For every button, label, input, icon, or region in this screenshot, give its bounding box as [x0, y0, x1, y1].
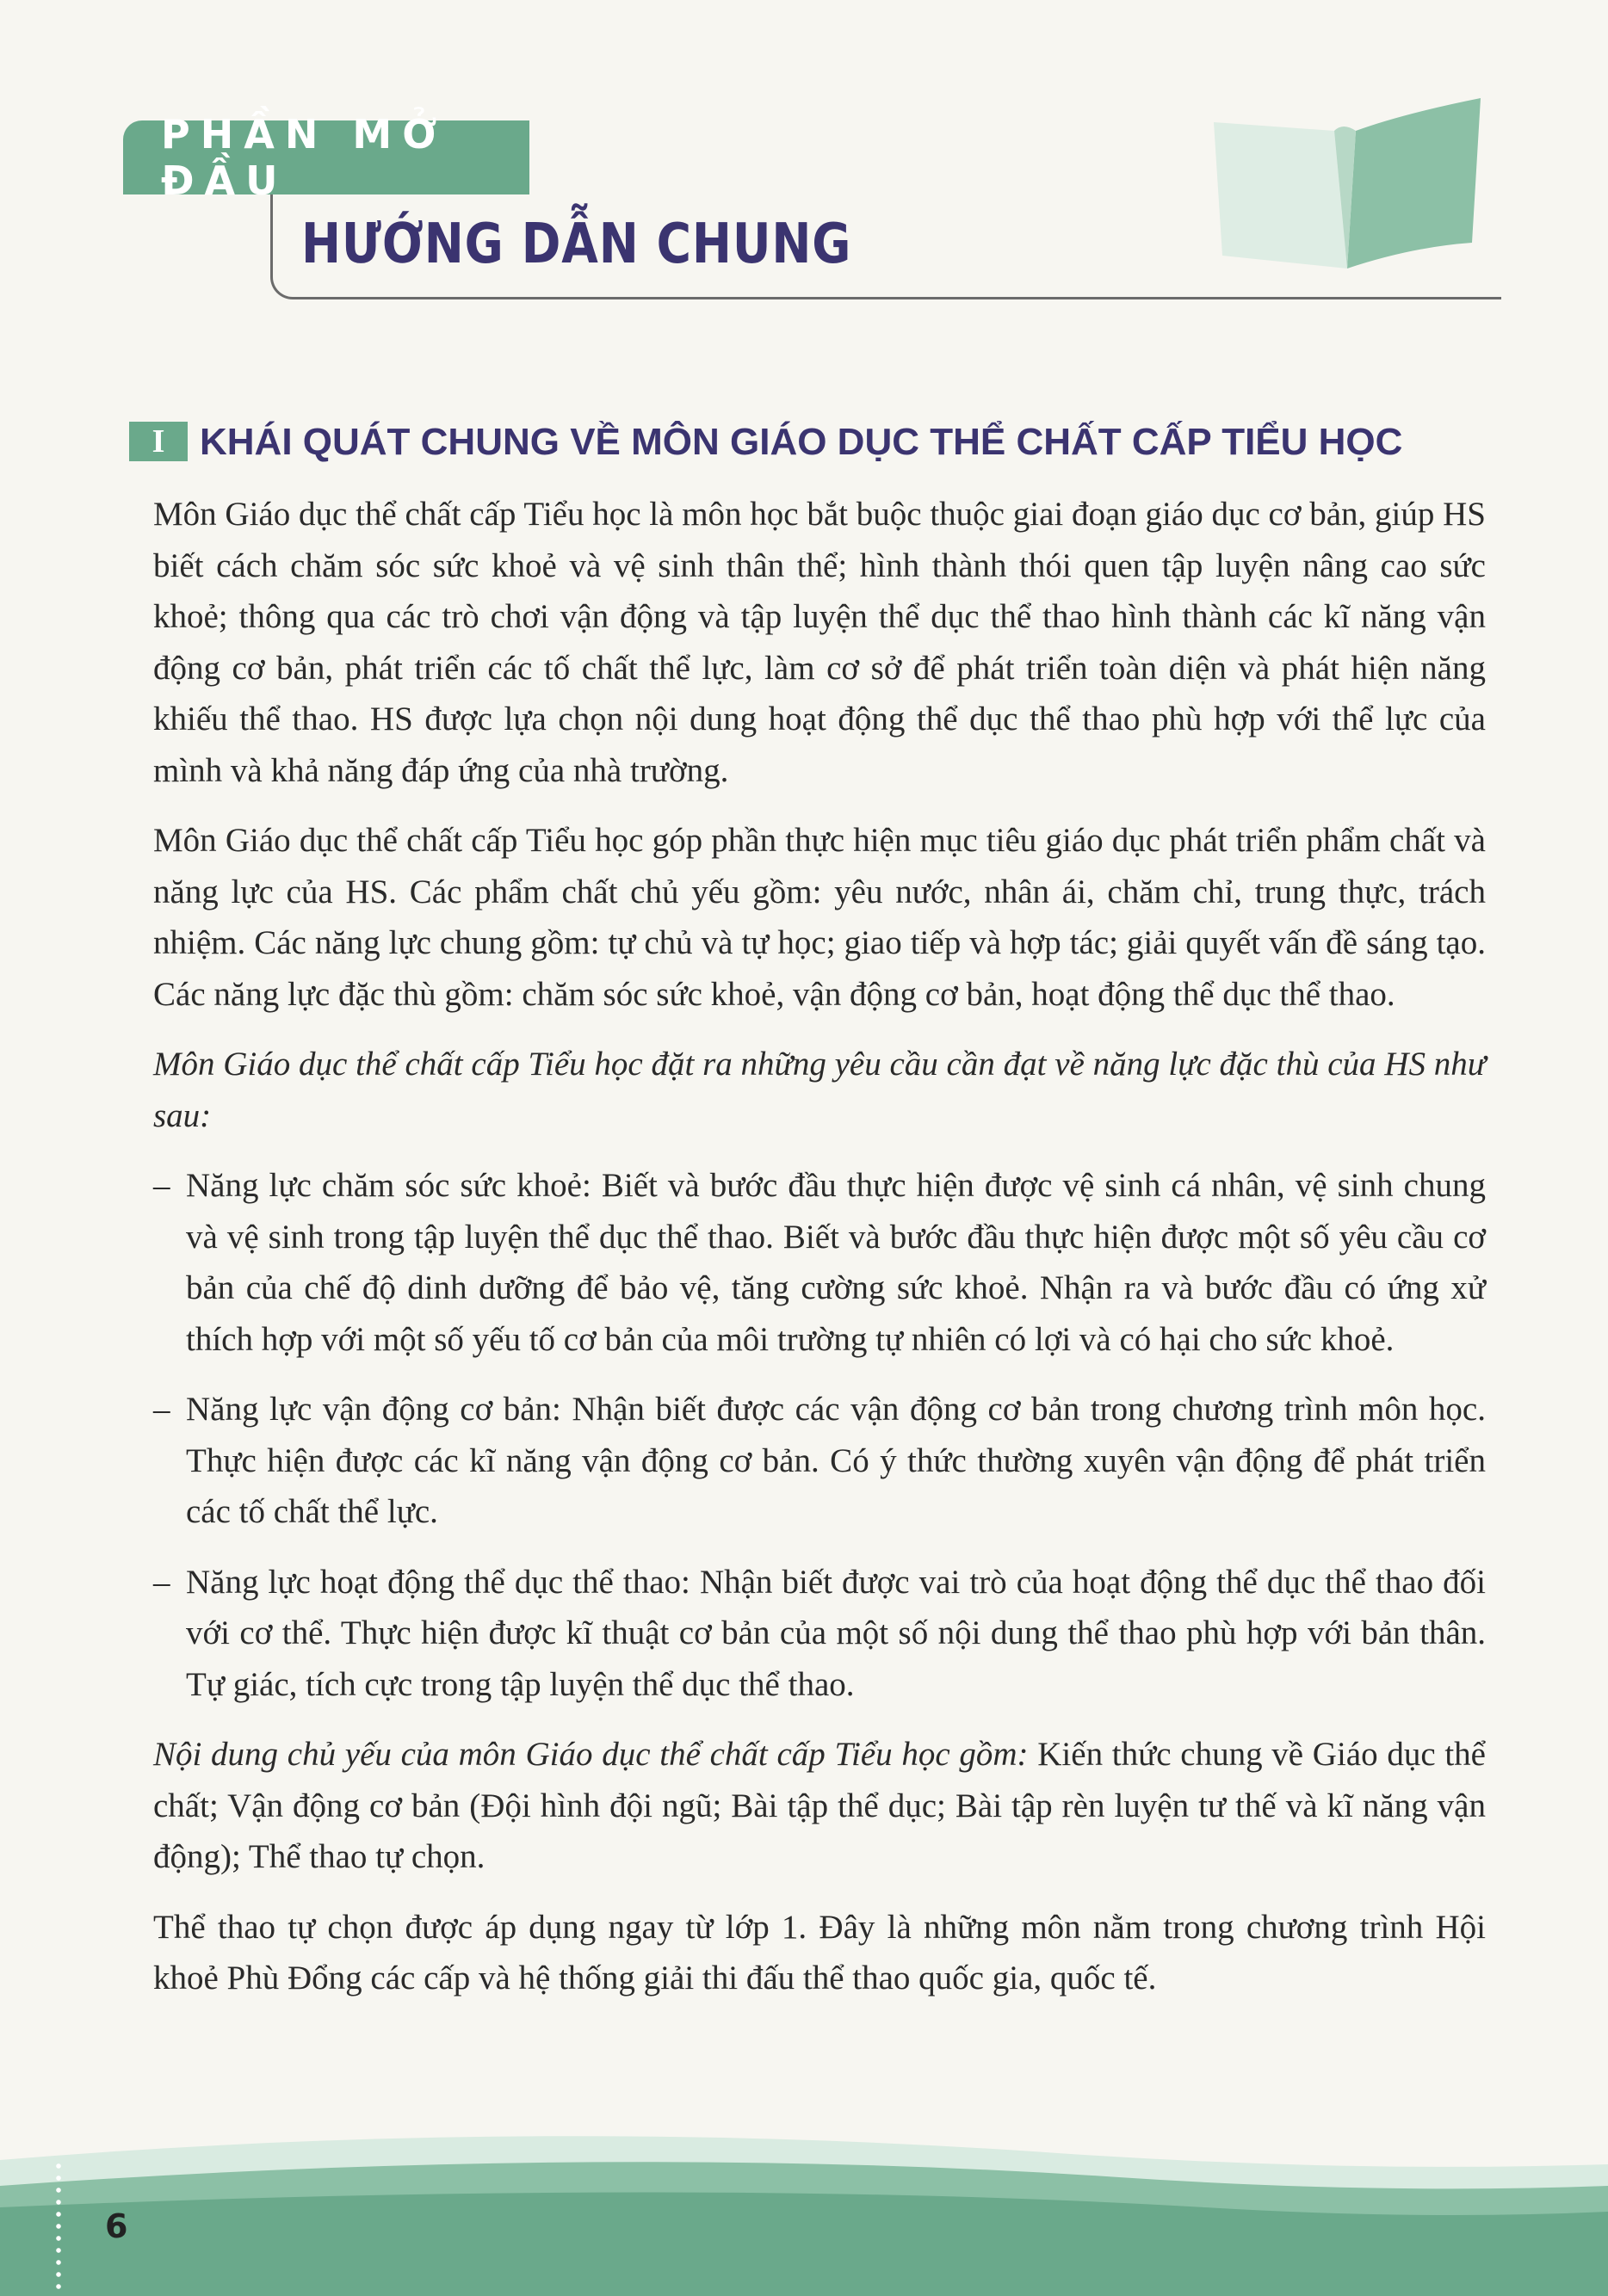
- list-dash: –: [153, 1563, 170, 1601]
- part-label: PHẦN MỞ ĐẦU: [161, 111, 448, 204]
- list-dash: –: [153, 1167, 170, 1204]
- body-text: [153, 489, 1486, 2023]
- list-item: [153, 1557, 1486, 1711]
- paragraph-1: Môn Giáo dục thể chất cấp Tiểu học là môn học bắt buộc thuộc giai đoạn giáo dục cơ bản, giúp HS biết cách chăm sóc sức khoẻ và vệ sinh thân thể; hình thành thói quen tập luyện nâng cao sức khoẻ; thông qua các trò chơi vận động và tập luyện thể dục thể thao hình thành các kĩ năng vận động cơ bản, phát triển các tố chất thể lực, làm cơ sở để phát triển toàn diện và phát hiện năng khiếu thể thao. HS được lựa chọn nội dung hoạt động thể dục thể thao phù hợp với thể lực của mình và khả năng đáp ứng của nhà trường.: [153, 496, 1486, 789]
- list-dash: –: [153, 1391, 170, 1428]
- list-item: [153, 1160, 1486, 1365]
- page-title: HƯỚNG DẪN CHUNG: [301, 213, 852, 276]
- footer-wave: [0, 2126, 1608, 2296]
- part-tab: [123, 111, 529, 204]
- paragraph-5-lead: Nội dung chủ yếu của môn Giáo dục thể chất cấp Tiểu học gồm:: [153, 1736, 1029, 1773]
- list-item: [153, 1384, 1486, 1538]
- paragraph-5: [153, 1729, 1486, 1883]
- section-number-badge: I: [129, 422, 188, 461]
- paragraph-3: Môn Giáo dục thể chất cấp Tiểu học đặt ra những yêu cầu cần đạt về năng lực đặc thù của HS như sau:: [153, 1046, 1486, 1134]
- section-heading: KHÁI QUÁT CHUNG VỀ MÔN GIÁO DỤC THỂ CHẤT CẤP TIỂU HỌC: [200, 421, 1403, 463]
- paragraph-5-rest: Kiến thức chung về Giáo dục thể chất; Vận động cơ bản (Đội hình đội ngũ; Bài tập thể dục; Bài tập rèn luyện tư thế và kĩ năng vận động); Thể thao tự chọn.: [153, 1736, 1486, 1875]
- list-item-text: Năng lực hoạt động thể dục thể thao: Nhận biết được vai trò của hoạt động thể dục thể thao đối với cơ thể. Thực hiện được kĩ thuật cơ bản của một số nội dung thể thao phù hợp với bản thân. Tự giác, tích cực trong tập luyện thể dục thể thao.: [186, 1563, 1486, 1703]
- paragraph-2: Môn Giáo dục thể chất cấp Tiểu học góp phần thực hiện mục tiêu giáo dục phát triển phẩm chất và năng lực của HS. Các phẩm chất chủ yếu gồm: yêu nước, nhân ái, chăm chỉ, trung thực, trách nhiệm. Các năng lực chung gồm: tự chủ và tự học; giao tiếp và hợp tác; giải quyết vấn đề sáng tạo. Các năng lực đặc thù gồm: chăm sóc sức khoẻ, vận động cơ bản, hoạt động thể dục thể thao.: [153, 822, 1486, 1013]
- page-number: 6: [105, 2207, 128, 2245]
- competency-list: [153, 1160, 1486, 1710]
- paragraph-6: Thể thao tự chọn được áp dụng ngay từ lớp 1. Đây là những môn nằm trong chương trình Hội khoẻ Phù Đổng các cấp và hệ thống giải thi đấu thể thao quốc gia, quốc tế.: [153, 1908, 1486, 1997]
- list-item-text: Năng lực vận động cơ bản: Nhận biết được các vận động cơ bản trong chương trình môn học. Thực hiện được các kĩ năng vận động cơ bản. Có ý thức thường xuyên vận động để phát triển các tố chất thể lực.: [186, 1391, 1486, 1530]
- footer-dots: [53, 2160, 64, 2296]
- list-item-text: Năng lực chăm sóc sức khoẻ: Biết và bước đầu thực hiện được vệ sinh cá nhân, vệ sinh chung và vệ sinh trong tập luyện thể dục thể thao. Biết và bước đầu thực hiện được một số yêu cầu cơ bản của chế độ dinh dưỡng để bảo vệ, tăng cường sức khoẻ. Nhận ra và bước đầu có ứng xử thích hợp với một số yếu tố cơ bản của môi trường tự nhiên có lợi và có hại cho sức khoẻ.: [186, 1167, 1486, 1358]
